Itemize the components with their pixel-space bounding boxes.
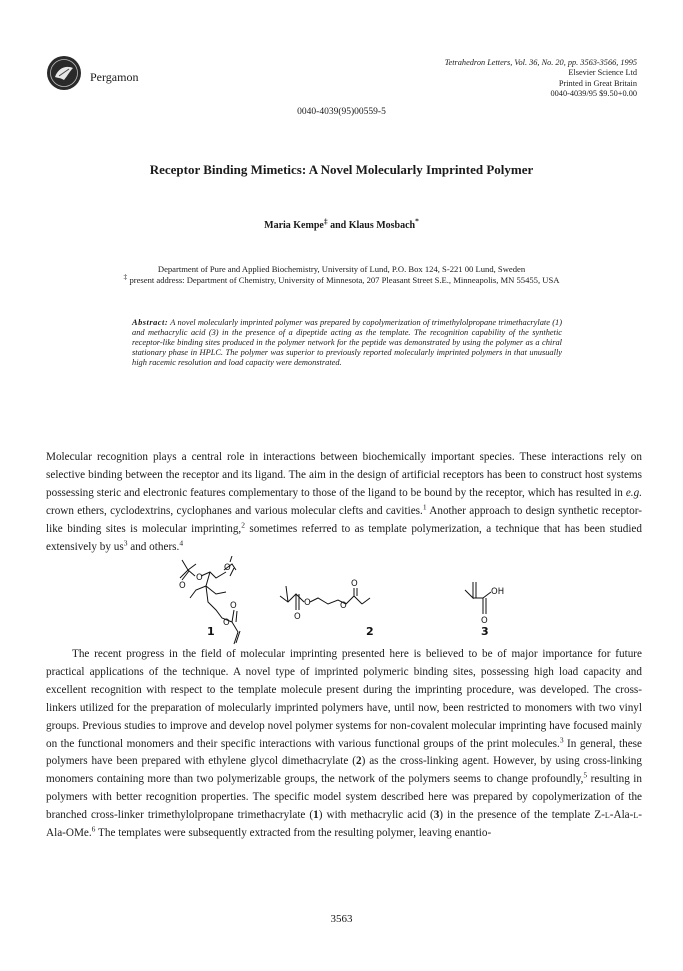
author-mosbach: Klaus Mosbach bbox=[348, 220, 416, 231]
publisher-logo bbox=[46, 55, 82, 91]
p1-text-d: sometimes referred to as template polymerization, a technique that has been studied extensively by us bbox=[46, 522, 642, 553]
journal-printed-line: Printed in Great Britain bbox=[558, 78, 637, 88]
author-connector: and bbox=[327, 220, 349, 231]
publisher-name: Pergamon bbox=[90, 70, 139, 84]
chemical-structures bbox=[160, 556, 540, 646]
s1-atom-o-c: O bbox=[224, 563, 231, 573]
ref-3: 3 bbox=[123, 537, 128, 547]
body-paragraph-1 bbox=[46, 449, 642, 556]
s1-atom-o-d: O bbox=[230, 601, 237, 611]
journal-citation bbox=[445, 58, 637, 68]
p2-smallcap-l1: l bbox=[604, 809, 610, 822]
p1-text-e: and others. bbox=[127, 540, 180, 553]
author-line bbox=[0, 216, 683, 231]
ref-4: 4 bbox=[179, 537, 184, 547]
affiliation-present bbox=[0, 271, 683, 286]
p2-text-c: ) as the cross-linking agent. However, by using cross-linking monomers containing more than two polymerizable groups, the network of the polymers seems to change profoundly, bbox=[46, 755, 642, 786]
s1-atom-o-b: O bbox=[196, 573, 203, 583]
p2-text-f: ) in the presence of the template Z- bbox=[439, 809, 605, 822]
p1-text-c: Another approach to design synthetic receptor-like binding sites is molecular imprinting, bbox=[46, 504, 642, 535]
p1-text-b: crown ethers, cyclodextrins, cyclophanes and various molecular clefts and cavities. bbox=[46, 504, 423, 517]
s1-atom-o-a: O bbox=[179, 581, 186, 591]
journal-publisher-line: Elsevier Science Ltd bbox=[568, 68, 637, 78]
ref-6: 6 bbox=[91, 824, 96, 834]
compound-label-3: 3 bbox=[481, 625, 489, 638]
s2-atom-o-b: O bbox=[294, 612, 301, 622]
structure-3 bbox=[465, 582, 491, 614]
affiliation-lund: Department of Pure and Applied Biochemistry, University of Lund, P.O. Box 124, S-221 00 Lund, Sweden bbox=[157, 264, 526, 274]
ref-5: 5 bbox=[583, 770, 588, 780]
p2-text-e: ) with methacrylic acid ( bbox=[318, 809, 434, 822]
journal-citation-text: Tetrahedron Letters, Vol. 36, No. 20, pp. 3563-3566, 1995 bbox=[444, 58, 637, 67]
affiliations bbox=[0, 264, 683, 285]
structure-2-atoms bbox=[294, 579, 358, 622]
p1-eg: e.g. bbox=[625, 486, 642, 499]
abstract bbox=[132, 318, 562, 368]
journal-info bbox=[445, 58, 637, 99]
s2-atom-o-d: O bbox=[351, 579, 358, 589]
ref-1: 1 bbox=[422, 501, 427, 511]
doi-code: 0040-4039(95)00559-5 bbox=[297, 107, 386, 117]
abstract-label: Abstract: bbox=[132, 318, 169, 327]
s3-atom-oh: OH bbox=[491, 587, 505, 597]
s1-atom-o-e: O bbox=[223, 618, 230, 628]
s2-atom-o-c: O bbox=[340, 601, 347, 611]
author-kempe-mark: ‡ bbox=[323, 216, 328, 226]
present-address-text: present address: Department of Chemistry, University of Minnesota, 207 Pleasant Street S.E., Minneapolis, MN 55455, USA bbox=[129, 274, 560, 285]
body-paragraph-2 bbox=[46, 646, 642, 843]
p2-text-g: -Ala- bbox=[609, 809, 634, 822]
s2-atom-o-a: O bbox=[304, 598, 311, 608]
author-mosbach-mark: * bbox=[415, 216, 419, 226]
journal-price-line: 0040-4039/95 $9.50+0.00 bbox=[550, 88, 637, 98]
p2-text-h: -Ala-OMe. bbox=[46, 809, 642, 840]
structure-3-atoms bbox=[481, 587, 504, 626]
page-number: 3563 bbox=[330, 913, 353, 925]
p2-text-d: resulting in polymers with better recognition properties. The specific model system described here was prepared by copolymerization of the branched cross-linker trimethylolpropane trimethacrylate ( bbox=[46, 773, 642, 822]
p2-compound-3: 3 bbox=[433, 809, 440, 822]
ref-3b: 3 bbox=[559, 734, 564, 744]
p2-compound-1: 1 bbox=[313, 809, 319, 822]
present-address-mark: ‡ bbox=[123, 271, 128, 281]
p2-compound-2: 2 bbox=[356, 755, 362, 768]
p2-smallcap-l2: l bbox=[633, 809, 639, 822]
compound-label-1: 1 bbox=[207, 625, 215, 638]
author-kempe: Maria Kempe bbox=[264, 220, 324, 231]
p2-text-i: The templates were subsequently extracted from the resulting polymer, leaving enantio- bbox=[95, 827, 492, 840]
p1-text-a: Molecular recognition plays a central role in interactions between biochemically important species. These interactions rely on selective binding between the receptor and its ligand. The aim in the design of artificial receptors has been to construct host systems possessing steric and electronic features complementary to those of the ligand to be bound by the receptor, which has resulted in bbox=[46, 451, 642, 499]
p2-text-a: The recent progress in the field of molecular imprinting presented here is believed to be of major importance for future practical applications of the technique. A novel type of imprinted polymeric binding sites, possessing high load capacity and excellent recognition with respect to the template molecule present during the imprinting procedure, was developed. The cross-linkers utilized for the preparation of molecularly imprinted polymers have, until now, been restricted to monomers with two vinyl groups. Previous studies to improve and develop novel polymer systems for non-covalent molecular imprinting have focused mainly on the functional monomers and their specific interactions with various functional groups of the print molecules. bbox=[46, 648, 642, 750]
p2-text-b: In general, these polymers have been prepared with ethylene glycol dimethacrylate ( bbox=[46, 737, 642, 768]
s3-atom-o: O bbox=[481, 616, 488, 626]
structure-2 bbox=[280, 586, 370, 610]
ref-2: 2 bbox=[241, 519, 245, 529]
article-title: Receptor Binding Mimetics: A Novel Molecularly Imprinted Polymer bbox=[149, 162, 534, 177]
abstract-text: A novel molecularly imprinted polymer was prepared by copolymerization of trimethylolpropane trimethacrylate (1) and methacrylic acid (3) in the presence of a dipeptide acting as the template. The recognition capability of the synthetic receptor-like binding sites produced in the polymer network for the peptide was demonstrated by using the polymer as a chiral stationary phase in HPLC. The polymer was superior to previously reported molecularly imprinted polymers in that unusually high racemic resolution and load capacity were demonstrated. bbox=[132, 318, 562, 368]
compound-label-2: 2 bbox=[366, 625, 374, 638]
